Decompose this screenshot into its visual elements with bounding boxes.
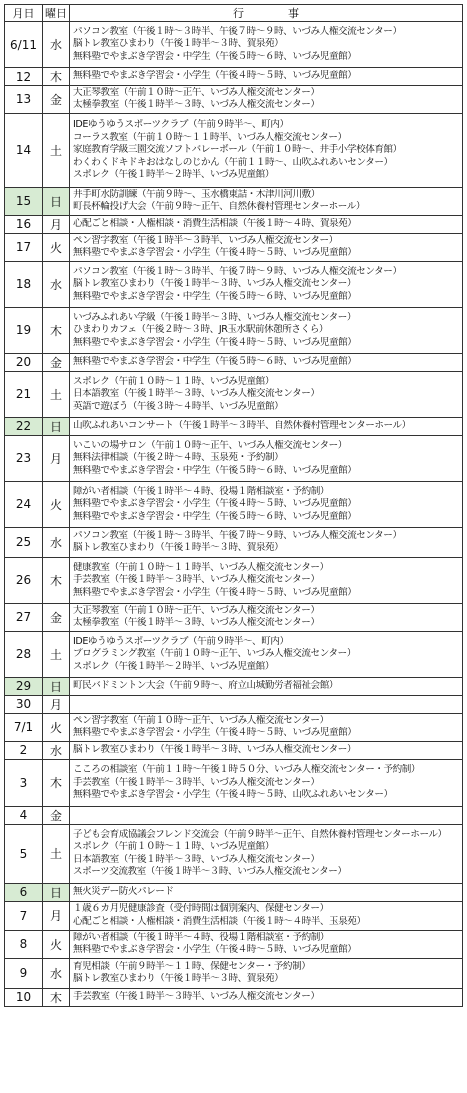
row-weekday: 木: [43, 759, 70, 806]
event-item: 脳トレ教室ひまわり（午後１時半～３時、いづみ人権交流センター）: [73, 278, 357, 290]
row-date: 25: [5, 527, 43, 557]
schedule-row: [5, 824, 463, 883]
event-item: いこいの場サロン（午前１０時～正午、いづみ人権交流センター）: [73, 439, 347, 451]
schedule-row: [5, 988, 463, 1006]
row-events: [70, 806, 463, 824]
row-weekday: 水: [43, 22, 70, 68]
row-date: 7: [5, 901, 43, 930]
event-item: 健康教室（午前１０時～１１時半、いづみ人権交流センター）: [73, 561, 329, 573]
row-date: 18: [5, 261, 43, 307]
row-weekday: 土: [43, 113, 70, 187]
row-events: [70, 417, 463, 435]
schedule-row: [5, 759, 463, 806]
schedule-row: [5, 806, 463, 824]
event-item: 無料塾でやまぶき学習会・小学生（午後４時～５時、いづみ児童館）: [73, 944, 357, 956]
event-item: 英語で遊ぼう（午後３時～４時半、いづみ児童館）: [73, 400, 284, 412]
row-events: [70, 901, 463, 930]
row-events: [70, 741, 463, 759]
event-item: 無料塾でやまぶき学習会・中学生（午後５時～６時、いづみ児童館）: [73, 464, 357, 476]
row-events: [70, 930, 463, 958]
row-events: [70, 481, 463, 527]
row-weekday: 火: [43, 930, 70, 958]
event-item: わくわくドキドキおはなしのじかん（午前１１時～、山吹ふれあいセンター）: [73, 156, 393, 168]
schedule-body: [5, 22, 463, 1007]
event-item: パソコン教室（午後１時～３時半、午後７時～９時、いづみ人権交流センター）: [73, 529, 402, 541]
event-item: 家庭教育学級三園交流ソフトバレーボール（午前１０時～、井手小学校体育館）: [73, 144, 402, 156]
row-date: 19: [5, 307, 43, 353]
row-date: 3: [5, 759, 43, 806]
event-item: 無料塾でやまぶき学習会・小学生（午後４時～５時、いづみ児童館）: [73, 498, 357, 510]
row-weekday: 金: [43, 353, 70, 371]
event-item: ペン習字教室（午前１０時～正午、いづみ人権交流センター）: [73, 714, 329, 726]
row-events: [70, 261, 463, 307]
schedule-row: [5, 741, 463, 759]
schedule-row: [5, 677, 463, 695]
row-events: [70, 883, 463, 901]
row-weekday: 日: [43, 677, 70, 695]
schedule-row: [5, 901, 463, 930]
row-weekday: 月: [43, 435, 70, 481]
row-weekday: 水: [43, 958, 70, 988]
row-date: 30: [5, 695, 43, 713]
event-item: IDEゆうゆうスポーツクラブ（午前９時半～、町内）: [73, 635, 289, 647]
schedule-row: [5, 261, 463, 307]
event-item: 無料塾でやまぶき学習会・中学生（午後５時～６時、いづみ児童館）: [73, 356, 357, 368]
schedule-row: [5, 353, 463, 371]
row-events: [70, 215, 463, 233]
row-date: 14: [5, 113, 43, 187]
schedule-row: [5, 86, 463, 114]
row-date: 16: [5, 215, 43, 233]
event-item: 無料塾でやまぶき学習会・中学生（午後５時～６時、いづみ児童館）: [73, 50, 357, 62]
event-item: 無料法律相談（午後２時～４時、玉泉苑・予約制）: [73, 452, 284, 464]
event-item: スポレク（午前１０時～１１時、いづみ児童館）: [73, 841, 274, 853]
schedule-row: [5, 603, 463, 631]
event-item: 日本語教室（午後１時半～３時、いづみ人権交流センター）: [73, 853, 320, 865]
row-date: 2: [5, 741, 43, 759]
row-date: 4: [5, 806, 43, 824]
row-weekday: 水: [43, 527, 70, 557]
row-date: 10: [5, 988, 43, 1006]
event-item: 太極拳教室（午後１時半～３時、いづみ人権交流センター）: [73, 99, 320, 111]
schedule-row: [5, 371, 463, 417]
row-date: 24: [5, 481, 43, 527]
event-item: スポーツ交流教室（午後１時半～３時、いづみ人権交流センター）: [73, 866, 347, 878]
row-weekday: 金: [43, 806, 70, 824]
row-date: 15: [5, 187, 43, 215]
event-item: 無料塾でやまぶき学習会・小学生（午後４時～５時、いづみ児童館）: [73, 70, 357, 82]
row-events: [70, 631, 463, 677]
row-events: [70, 557, 463, 603]
row-weekday: 木: [43, 557, 70, 603]
row-weekday: 火: [43, 233, 70, 261]
schedule-row: [5, 417, 463, 435]
row-date: 28: [5, 631, 43, 677]
event-item: 手芸教室（午後１時半～３時半、いづみ人権交流センター）: [73, 991, 320, 1003]
schedule-row: [5, 435, 463, 481]
row-date: 13: [5, 86, 43, 114]
row-events: [70, 68, 463, 86]
event-item: 無料塾でやまぶき学習会・小学生（午後４時～５時、いづみ児童館）: [73, 247, 357, 259]
schedule-row: [5, 307, 463, 353]
schedule-row: [5, 958, 463, 988]
event-item: スポレク（午後１時半～２時半、いづみ児童館）: [73, 168, 274, 180]
row-weekday: 土: [43, 824, 70, 883]
row-events: [70, 22, 463, 68]
event-item: 心配ごと相談・人権相談・消費生活相談（午後１時～４時、賀泉苑）: [73, 218, 357, 230]
row-events: [70, 713, 463, 741]
row-weekday: 水: [43, 261, 70, 307]
event-item: 手芸教室（午後１時半～３時半、いづみ人権交流センター）: [73, 574, 320, 586]
row-weekday: 月: [43, 215, 70, 233]
event-item: 脳トレ教室ひまわり（午後１時半～３時、いづみ人権交流センター）: [73, 744, 357, 756]
event-item: スポレク（午前１０時～１１時、いづみ児童館）: [73, 375, 274, 387]
row-weekday: 火: [43, 481, 70, 527]
row-events: [70, 307, 463, 353]
event-item: ペン習字教室（午後１時半～３時半、いづみ人権交流センター）: [73, 234, 338, 246]
row-weekday: 火: [43, 713, 70, 741]
row-date: 23: [5, 435, 43, 481]
schedule-row: [5, 883, 463, 901]
row-weekday: 金: [43, 86, 70, 114]
row-events: [70, 677, 463, 695]
event-item: パソコン教室（午後１時～３時半、午後７時～９時、いづみ人権交流センター）: [73, 265, 402, 277]
row-date: 20: [5, 353, 43, 371]
event-item: プログラミング教室（午前１０時～正午、いづみ人権交流センター）: [73, 648, 356, 660]
schedule-row: [5, 233, 463, 261]
row-events: [70, 371, 463, 417]
row-weekday: 木: [43, 68, 70, 86]
row-weekday: 木: [43, 307, 70, 353]
schedule-row: [5, 713, 463, 741]
schedule-row: [5, 481, 463, 527]
row-events: [70, 759, 463, 806]
row-events: [70, 988, 463, 1006]
event-item: 育児相談（午前９時半～１１時、保健センター・予約制）: [73, 960, 311, 972]
event-item: 無料塾でやまぶき学習会・中学生（午後５時～６時、いづみ児童館）: [73, 290, 357, 302]
event-item: 子ども会育成協議会フレンド交流会（午前９時半～正午、自然休養村管理センターホール）: [73, 829, 447, 840]
row-date: 27: [5, 603, 43, 631]
event-item: １歳６カ月児健康診査（受付時間は個別案内、保健センター）: [73, 903, 329, 915]
row-events: [70, 187, 463, 215]
event-item: 無火災デー防火パレード: [73, 886, 174, 898]
row-events: [70, 86, 463, 114]
event-item: IDEゆうゆうスポーツクラブ（午前９時半～、町内）: [73, 119, 289, 131]
day-column-header: 曜日: [43, 5, 70, 22]
event-item: ひまわりカフェ（午後２時～３時、JR玉水駅前休憩所さくら）: [73, 324, 328, 336]
event-item: 大正琴教室（午前１０時～正午、いづみ人権交流センター）: [73, 87, 320, 98]
schedule-row: [5, 695, 463, 713]
event-item: パソコン教室（午後１時～３時半、午後７時～９時、いづみ人権交流センター）: [73, 25, 402, 37]
event-item: 障がい者相談（午後１時半～４時、役場１階相談室・予約制）: [73, 931, 330, 943]
row-date: 29: [5, 677, 43, 695]
row-weekday: 日: [43, 883, 70, 901]
row-events: [70, 527, 463, 557]
event-item: コーラス教室（午前１０時～１１時半、いづみ人権交流センター）: [73, 131, 347, 143]
schedule-row: [5, 557, 463, 603]
row-events: [70, 113, 463, 187]
row-date: 7/1: [5, 713, 43, 741]
event-column-header: 行 事: [70, 5, 463, 22]
row-weekday: 月: [43, 695, 70, 713]
event-item: 井手町水防訓練（午前９時～、玉水橋東詰・木津川河川敷）: [73, 188, 320, 200]
row-date: 21: [5, 371, 43, 417]
event-item: 山吹ふれあいコンサート（午後１時半～３時半、自然休養村管理センターホール）: [73, 420, 411, 432]
row-events: [70, 695, 463, 713]
event-item: 無料塾でやまぶき学習会・中学生（午後５時～６時、いづみ児童館）: [73, 510, 357, 522]
row-date: 9: [5, 958, 43, 988]
row-weekday: 木: [43, 988, 70, 1006]
schedule-row: [5, 68, 463, 86]
row-date: 6/11: [5, 22, 43, 68]
schedule-row: [5, 631, 463, 677]
event-item: 日本語教室（午後１時半～３時、いづみ人権交流センター）: [73, 388, 320, 400]
row-weekday: 土: [43, 631, 70, 677]
event-item: 町長杯輪投げ大会（午前９時～正午、自然休養村管理センターホール）: [73, 201, 366, 213]
row-weekday: 日: [43, 417, 70, 435]
row-weekday: 月: [43, 901, 70, 930]
row-date: 12: [5, 68, 43, 86]
schedule-row: [5, 527, 463, 557]
row-date: 22: [5, 417, 43, 435]
header-row: [5, 5, 463, 22]
schedule-row: [5, 113, 463, 187]
row-weekday: 土: [43, 371, 70, 417]
event-item: 無料塾でやまぶき学習会・小学生（午後４時～５時、いづみ児童館）: [73, 727, 357, 739]
event-item: 脳トレ教室ひまわり（午後１時半～３時、賀泉苑）: [73, 38, 284, 50]
event-item: 脳トレ教室ひまわり（午後１時半～３時、賀泉苑）: [73, 542, 284, 554]
row-events: [70, 958, 463, 988]
event-item: 障がい者相談（午後１時半～４時、役場１階相談室・予約制）: [73, 485, 330, 497]
schedule-row: [5, 215, 463, 233]
event-item: 心配ごと相談・人権相談・消費生活相談（午後１時～４時半、玉泉苑）: [73, 915, 366, 927]
event-item: 無料塾でやまぶき学習会・小学生（午後４時～５時、いづみ児童館）: [73, 336, 357, 348]
event-schedule-table: [4, 4, 463, 1007]
row-events: [70, 353, 463, 371]
event-item: 町民バドミントン大会（午前９時～、府立山城勤労者福祉会館）: [73, 680, 338, 692]
schedule-row: [5, 187, 463, 215]
row-weekday: 日: [43, 187, 70, 215]
schedule-row: [5, 930, 463, 958]
event-item: 脳トレ教室ひまわり（午後１時半～３時、賀泉苑）: [73, 973, 284, 985]
event-item: 無料塾でやまぶき学習会・小学生（午後４時～５時、いづみ児童館）: [73, 586, 357, 598]
row-date: 8: [5, 930, 43, 958]
row-weekday: 金: [43, 603, 70, 631]
event-item: 太極拳教室（午後１時半～３時、いづみ人権交流センター）: [73, 617, 320, 629]
row-weekday: 水: [43, 741, 70, 759]
row-events: [70, 603, 463, 631]
row-events: [70, 435, 463, 481]
event-item: こころの相談室（午前１１時～午後１時５０分、いづみ人権交流センター・予約制）: [73, 764, 421, 776]
row-events: [70, 233, 463, 261]
event-item: 無料塾でやまぶき学習会・小学生（午後４時～５時、山吹ふれあいセンター）: [73, 789, 393, 801]
row-events: [70, 824, 463, 883]
schedule-row: [5, 22, 463, 68]
row-date: 17: [5, 233, 43, 261]
date-column-header: 月日: [5, 5, 43, 22]
event-item: 大正琴教室（午前１０時～正午、いづみ人権交流センター）: [73, 604, 320, 616]
event-item: スポレク（午後１時半～２時半、いづみ児童館）: [73, 660, 274, 672]
row-date: 5: [5, 824, 43, 883]
row-date: 26: [5, 557, 43, 603]
event-item: 手芸教室（午後１時半～３時半、いづみ人権交流センター）: [73, 776, 320, 788]
row-date: 6: [5, 883, 43, 901]
event-item: いづみふれあい学級（午後１時半～３時、いづみ人権交流センター）: [73, 311, 357, 323]
